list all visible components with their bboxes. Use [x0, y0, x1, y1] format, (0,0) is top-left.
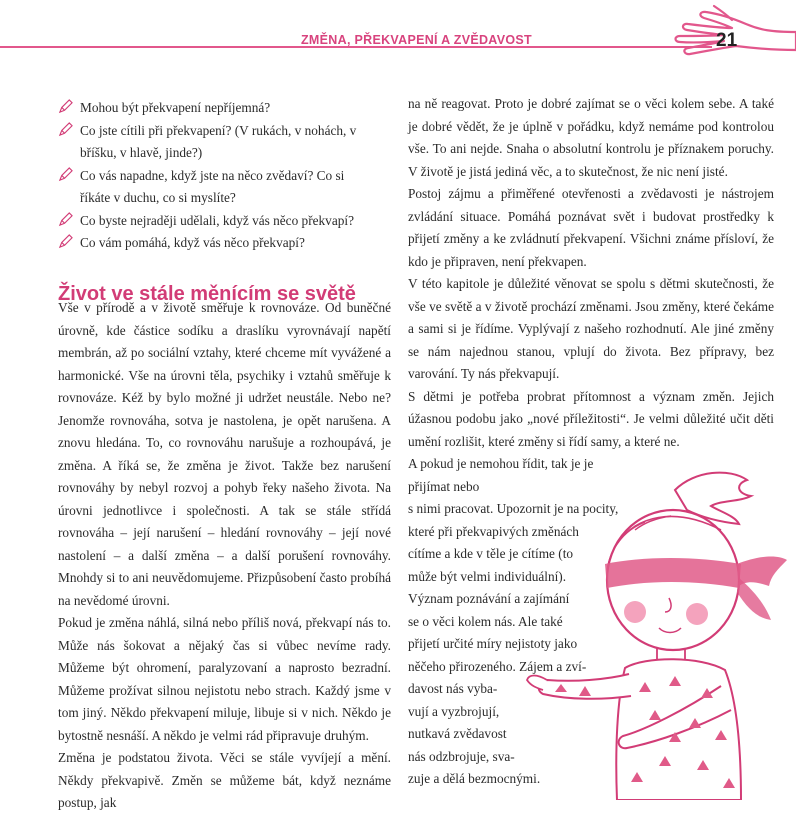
blindfolded-child-illustration	[525, 460, 795, 800]
section-heading: Život ve stále měnícím se světě	[58, 283, 356, 305]
left-column	[58, 297, 391, 815]
question-text: Co jste cítili při překvapení? (V rukách, v nohách, v bříšku, v hlavě, jinde?)	[80, 122, 357, 160]
question-text: Co byste nejraději udělali, když vás něco překvapí?	[80, 212, 354, 228]
list-item	[58, 97, 388, 120]
paragraph: Pokud je změna náhlá, silná nebo příliš nová, překvapí nás to. Může nás šokovat a nějaký čas si vůbec nevíme rady. Můžeme být ohromení, paralyzovaní a naprosto bezradní. Můžeme prožívat silnou nejistotu nebo strach. Každý jsme v tom jiný. Někdo překvapení miluje, libuje si v nich. Někdo je bytostně nesnáší. A někdo je velmi rád připravuje druhým.	[58, 615, 391, 743]
text-line: přijetí určité míry nejistoty jako	[408, 636, 578, 651]
paragraph: na ně reagovat. Proto je dobré zajímat se o věci kolem sebe. A také je dobré vědět, že je úplně v pořádku, když nemáme pod kontrolou vše. To ani nejde. Snaha o absolutní kontrolu je příznakem poruchy. V životě je jistá jediná věc, a to skutečnost, že nic není jisté.	[408, 96, 774, 179]
text-line: které při překvapivých změnách	[408, 523, 579, 539]
question-text: Co vás napadne, když jste na něco zvědaví? Co si říkáte v duchu, co si myslíte?	[80, 167, 345, 205]
list-item	[58, 232, 388, 255]
list-item	[58, 165, 388, 210]
pencil-icon	[58, 234, 73, 249]
paragraph: S dětmi je potřeba probrat přítomnost a význam změn. Jejich úžasnou podobu jako „nové příležitosti“. Je velmi důležité učit děti umění rozlišit, které změny si řídí samy, a které ne.	[408, 388, 774, 449]
text-line: může být velmi individuální).	[408, 568, 567, 584]
list-item	[58, 210, 388, 233]
text-line: vují a vyzbrojují,	[408, 703, 500, 719]
text-line: něčeho přirozeného. Zájem a zví-	[408, 658, 587, 674]
text-line: Význam poznávání a zajímání	[408, 591, 570, 606]
text-line: zuje a dělá bezmocnými.	[408, 771, 541, 786]
paragraph: V této kapitole je důležité věnovat se spolu s dětmi skutečnosti, že vše ve světě a v životě prochází změnami. Jsou změny, které čekáme a sami si je řídíme. Vyplývají z našeho rozhodnutí. Ale jiné změny se nám najednou stanou, vplují do života. Bez přípravy, bez varování. Ty nás překvapují.	[408, 276, 774, 381]
pencil-icon	[58, 99, 73, 114]
pencil-icon	[58, 167, 73, 182]
text-line: se o věci kolem nás. Ale také	[408, 613, 563, 629]
text-line: A pokud je nemohou řídit, tak je je přijímat nebo	[408, 456, 594, 494]
text-line: davost nás vyba-	[408, 681, 498, 696]
text-line: s nimi pracovat. Upozornit je na pocity,	[408, 501, 619, 516]
paragraph: Postoj zájmu a přiměřené otevřenosti a zvědavosti je nástrojem zvládání situace. Pomáhá poznávat svět i budovat prostředky k přijetí změny a ke zvládnutí překvapení. Všichni známe přísloví, že kdo je připraven, není překvapen.	[408, 186, 774, 269]
pencil-icon	[58, 122, 73, 137]
paragraph: Změna je podstatou života. Věci se stále vyvíjejí a mění. Někdy překvapivě. Změn se můžeme bát, když neznáme postup, jak	[58, 750, 391, 810]
text-line: cítíme a kde v těle je cítíme (to	[408, 546, 574, 561]
question-text: Co vám pomáhá, když vás něco překvapí?	[80, 235, 305, 250]
question-list	[58, 97, 388, 255]
page-number: 21	[716, 30, 738, 51]
list-item	[58, 120, 388, 165]
running-header: ZMĚNA, PŘEKVAPENÍ A ZVĚDAVOST	[301, 33, 532, 47]
text-line: nutkavá zvědavost	[408, 726, 507, 741]
text-line: nás odzbrojuje, sva-	[408, 748, 515, 764]
question-text: Mohou být překvapení nepříjemná?	[80, 100, 271, 115]
pencil-icon	[58, 212, 73, 227]
paragraph: Vše v přírodě a v životě směřuje k rovnováze. Od buněčné úrovně, kde částice sodíku a draslíku vyrovnávají napětí membrán, až po sociální vztahy, které chceme mít vyvážené a harmonické. Vše na úrovni těla, psychiky i vztahů směřuje k rovnováze. Kéž by bylo možné ji udržet neustále. Nebo ne? Jenomže rovnováha, sotva je nastolena, je opět narušena. A znovu hledána. To, co rovnováhu narušuje a rozhoupává, je změna. A říká se, že změna je život. Takže bez narušení rovnováhy by nebyl rozvoj a pohyb řeky našeho života. Na úrovni jednotlivce i společnosti. A tak se stále střídá rovnováha – její narušení – hledání rovnováhy – její nové nastolení – a další změna – a další porušení rovnováhy. Mnohdy si to ani neuvědomujeme. Přizpůsobení často probíhá na nevědomé úrovni.	[58, 300, 391, 608]
